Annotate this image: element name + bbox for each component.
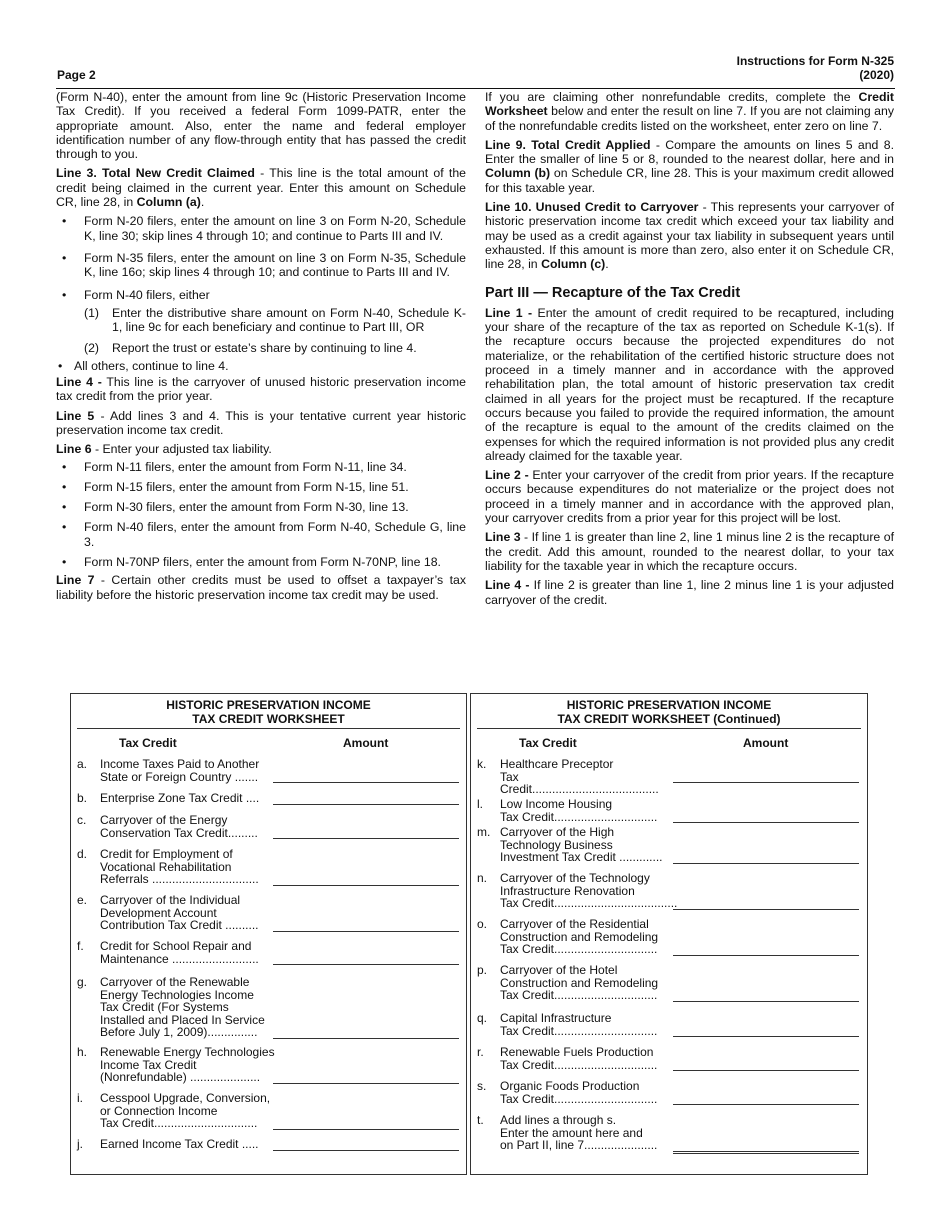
amount-entry-line[interactable] — [673, 822, 859, 823]
line3-label: Line 3. Total New Credit Claimed — [56, 166, 255, 181]
row-letter: f. — [77, 939, 84, 953]
row-letter: h. — [77, 1045, 88, 1059]
worksheet-header-row — [71, 729, 466, 751]
row-label: Low Income Housing Tax Credit............................... — [500, 797, 658, 824]
amount-entry-line[interactable] — [273, 1129, 459, 1130]
list-item: • Form N-40 filers, either — [62, 287, 210, 302]
part3-line1: Line 1 - Enter the amount of credit required to be recaptured, including your share of the recapture of the tax as reported on Schedule K-1(s). If the recapture occurs because the projected expenditures do not materialize, or the rehabilitation of the certified historic structure does not proceed in a timely manner and in accordance with the approved rehabilitation plan, the total amount of historic preservation tax credit claimed in all years for the project must be recaptured. If the recapture occurs because you failed to provide the required information, the amount of the recapture is equal to the amount of the credits claimed on the expenses for which the required information is not provided plus any credit already claimed for the taxable year. — [485, 305, 894, 463]
row-label: Carryover of the Residential Construction and Remodeling Tax Credit............................... — [500, 917, 659, 956]
row-label: Income Taxes Paid to Another State or Foreign Country ....... — [100, 757, 260, 784]
row-letter: a. — [77, 757, 88, 771]
line9-paragraph: Line 9. Total Credit Applied - Compare the amounts on lines 5 and 8. Enter the smaller of line 5 or 8, rounded to the nearest dollar, here and in Column (b) on Schedule CR, line 28. This is your maximum credit allowed for this taxable year. — [485, 137, 894, 195]
form-title: Instructions for Form N-325 — [736, 54, 894, 68]
list-item: • All others, continue to line 4. — [58, 358, 229, 373]
amount-entry-line[interactable] — [673, 1070, 859, 1071]
row-label: Cesspool Upgrade, Conversion, or Connection Income Tax Credit............................... — [100, 1091, 271, 1130]
row-letter: r. — [477, 1045, 484, 1059]
line4-paragraph: Line 4 - This line is the carryover of unused historic preservation income tax credit from the prior year. — [56, 375, 466, 404]
row-label: Carryover of the Renewable Energy Technologies Income Tax Credit (For Systems Installed and Placed In Service Before July 1, 2009)............... — [100, 975, 265, 1039]
row-label: Carryover of the High Technology Business Investment Tax Credit ............. — [500, 825, 663, 864]
row-label: Credit for School Repair and Maintenance .......................... — [100, 939, 259, 966]
header-rule — [56, 88, 895, 89]
intro-paragraph: (Form N-40), enter the amount from line 9c (Historic Preservation Income Tax Credit). If you received a federal Form 1099-PATR, enter the appropriate amount. Also, enter the name and federal employer identification number of any flow-through entity that has passed the credit through to you. — [56, 90, 466, 162]
row-label: Credit for Employment of Vocational Rehabilitation Referrals ................................ — [100, 847, 259, 886]
col-header-amount: Amount — [743, 736, 789, 750]
part3-line4: Line 4 - If line 2 is greater than line 1, line 2 minus line 1 is your adjusted carryover of the credit. — [485, 578, 894, 607]
line10-paragraph: Line 10. Unused Credit to Carryover - This represents your carryover of historic preservation income tax credit which exceed your tax liability and may be used as a credit against your tax liability in subsequent years until exhausted. If this amount is more than zero, also enter it on Schedule CR, line 28, in Column (c). — [485, 200, 894, 272]
worksheet-header-row — [471, 729, 867, 751]
row-letter: t. — [477, 1113, 484, 1127]
amount-entry-line[interactable] — [273, 931, 459, 932]
row-letter: k. — [477, 757, 487, 771]
amount-entry-line[interactable] — [673, 863, 859, 864]
list-item: • Form N-70NP filers, enter the amount from Form N-70NP, line 18. — [62, 555, 441, 570]
right-column — [485, 90, 894, 612]
row-label: Renewable Energy Technologies Income Tax Credit (Nonrefundable) ..................... — [100, 1045, 275, 1084]
col-header-tax-credit: Tax Credit — [119, 736, 177, 750]
row-label: Enterprise Zone Tax Credit .... — [100, 791, 260, 805]
part3-heading: Part III — Recapture of the Tax Credit — [485, 284, 741, 301]
amount-entry-line[interactable] — [673, 1104, 859, 1105]
row-letter: n. — [477, 871, 488, 885]
worksheet-left — [70, 693, 467, 1175]
amount-entry-line[interactable] — [273, 782, 459, 783]
list-item: (2) Report the trust or estate’s share by continuing to line 4. — [84, 341, 417, 356]
row-letter: i. — [77, 1091, 83, 1105]
form-year: (2020) — [859, 68, 894, 82]
row-letter: g. — [77, 975, 88, 989]
n40-sublist — [56, 306, 466, 356]
row-letter: m. — [477, 825, 491, 839]
amount-entry-line[interactable] — [673, 782, 859, 783]
part3-line3: Line 3 - If line 1 is greater than line 2, line 1 minus line 2 is the recapture of the credit. Add this amount, rounded to the nearest dollar, to your tax liability for the taxable year in which the recapture occurs. — [485, 530, 894, 573]
others-bullet — [56, 359, 466, 373]
amount-entry-line[interactable] — [673, 1151, 859, 1154]
row-letter: p. — [477, 963, 488, 977]
page-number: Page 2 — [57, 68, 96, 82]
row-letter: c. — [77, 813, 87, 827]
row-letter: d. — [77, 847, 88, 861]
line6-bullets — [56, 460, 466, 570]
amount-entry-line[interactable] — [273, 1150, 459, 1151]
list-item: (1) Enter the distributive share amount on Form N-40, Schedule K-1, line 9c for each beneficiary and continue to Part III, OR — [84, 305, 466, 335]
row-label: Healthcare Preceptor Tax Credit...................................... — [500, 757, 659, 796]
row-letter: e. — [77, 893, 88, 907]
amount-entry-line[interactable] — [673, 909, 859, 910]
col-header-tax-credit: Tax Credit — [519, 736, 577, 750]
amount-entry-line[interactable] — [273, 838, 459, 839]
worksheet-title: HISTORIC PRESERVATION INCOME TAX CREDIT WORKSHEET — [77, 694, 460, 729]
line3-paragraph: Line 3. Total New Credit Claimed - This line is the total amount of the credit being claimed in the current year. Enter this amount on Schedule CR, line 28, in Column (a). — [56, 166, 466, 210]
row-label: Carryover of the Individual Development Account Contribution Tax Credit .......... — [100, 893, 259, 932]
row-label: Organic Foods Production Tax Credit............................... — [500, 1079, 658, 1106]
row-letter: o. — [477, 917, 488, 931]
list-item: • Form N-40 filers, enter the amount from Form N-40, Schedule G, line 3. — [62, 520, 466, 549]
row-letter: q. — [477, 1011, 488, 1025]
row-label: Add lines a through s. Enter the amount here and on Part II, line 7...................... — [500, 1113, 658, 1152]
worksheet-title: HISTORIC PRESERVATION INCOME TAX CREDIT WORKSHEET (Continued) — [477, 694, 861, 729]
left-column — [56, 90, 466, 607]
form-header — [737, 54, 894, 82]
col-header-amount: Amount — [343, 736, 389, 750]
line5-paragraph: Line 5 - Add lines 3 and 4. This is your tentative current year historic preservation income tax credit. — [56, 408, 466, 437]
line7-paragraph: Line 7 - Certain other credits must be used to offset a taxpayer’s tax liability before the historic preservation income tax credit may be used. — [56, 573, 466, 602]
row-label: Capital Infrastructure Tax Credit............................... — [500, 1011, 658, 1038]
row-letter: l. — [477, 797, 483, 811]
row-label: Carryover of the Technology Infrastructure Renovation Tax Credit..................................... — [500, 871, 678, 910]
row-label: Earned Income Tax Credit ..... — [100, 1137, 259, 1151]
amount-entry-line[interactable] — [673, 955, 859, 956]
row-letter: j. — [77, 1137, 83, 1151]
list-item: • Form N-35 filers, enter the amount on line 3 on Form N-35, Schedule K, line 16o; skip lines 4 through 10; and continue to Parts III and IV. — [62, 250, 466, 280]
worksheet-right — [470, 693, 868, 1175]
list-item: • Form N-20 filers, enter the amount on line 3 on Form N-20, Schedule K, line 30; skip lines 4 through 10; and continue to Parts III and IV. — [62, 214, 466, 243]
row-label: Carryover of the Energy Conservation Tax Credit......... — [100, 813, 258, 840]
line3-bullets — [56, 214, 466, 301]
amount-entry-line[interactable] — [273, 1038, 459, 1039]
amount-entry-line[interactable] — [273, 804, 459, 805]
row-letter: s. — [477, 1079, 487, 1093]
amount-entry-line[interactable] — [273, 885, 459, 886]
amount-entry-line[interactable] — [273, 1083, 459, 1084]
list-item: • Form N-30 filers, enter the amount from Form N-30, line 13. — [62, 500, 409, 515]
row-label: Carryover of the Hotel Construction and Remodeling Tax Credit............................... — [500, 963, 659, 1002]
row-letter: b. — [77, 791, 88, 805]
continuation-paragraph: If you are claiming other nonrefundable credits, complete the Credit Worksheet below and enter the result on line 7. If you are not claiming any of the nonrefundable credits listed on the worksheet, enter zero on line 7. — [485, 90, 894, 133]
row-label: Renewable Fuels Production Tax Credit............................... — [500, 1045, 658, 1072]
amount-entry-line[interactable] — [673, 1001, 859, 1002]
line6-paragraph: Line 6 - Enter your adjusted tax liability. — [56, 442, 272, 457]
amount-entry-line[interactable] — [673, 1036, 859, 1037]
part3-line2: Line 2 - Enter your carryover of the credit from prior years. If the recapture occurs because expenditures do not materialize or the project does not proceed in a timely manner and in accordance with the approved plan, your carryover credits from a prior year for this project will be lost. — [485, 468, 894, 526]
list-item: • Form N-15 filers, enter the amount from Form N-15, line 51. — [62, 479, 409, 494]
amount-entry-line[interactable] — [273, 964, 459, 965]
list-item: • Form N-11 filers, enter the amount from Form N-11, line 34. — [62, 459, 407, 474]
